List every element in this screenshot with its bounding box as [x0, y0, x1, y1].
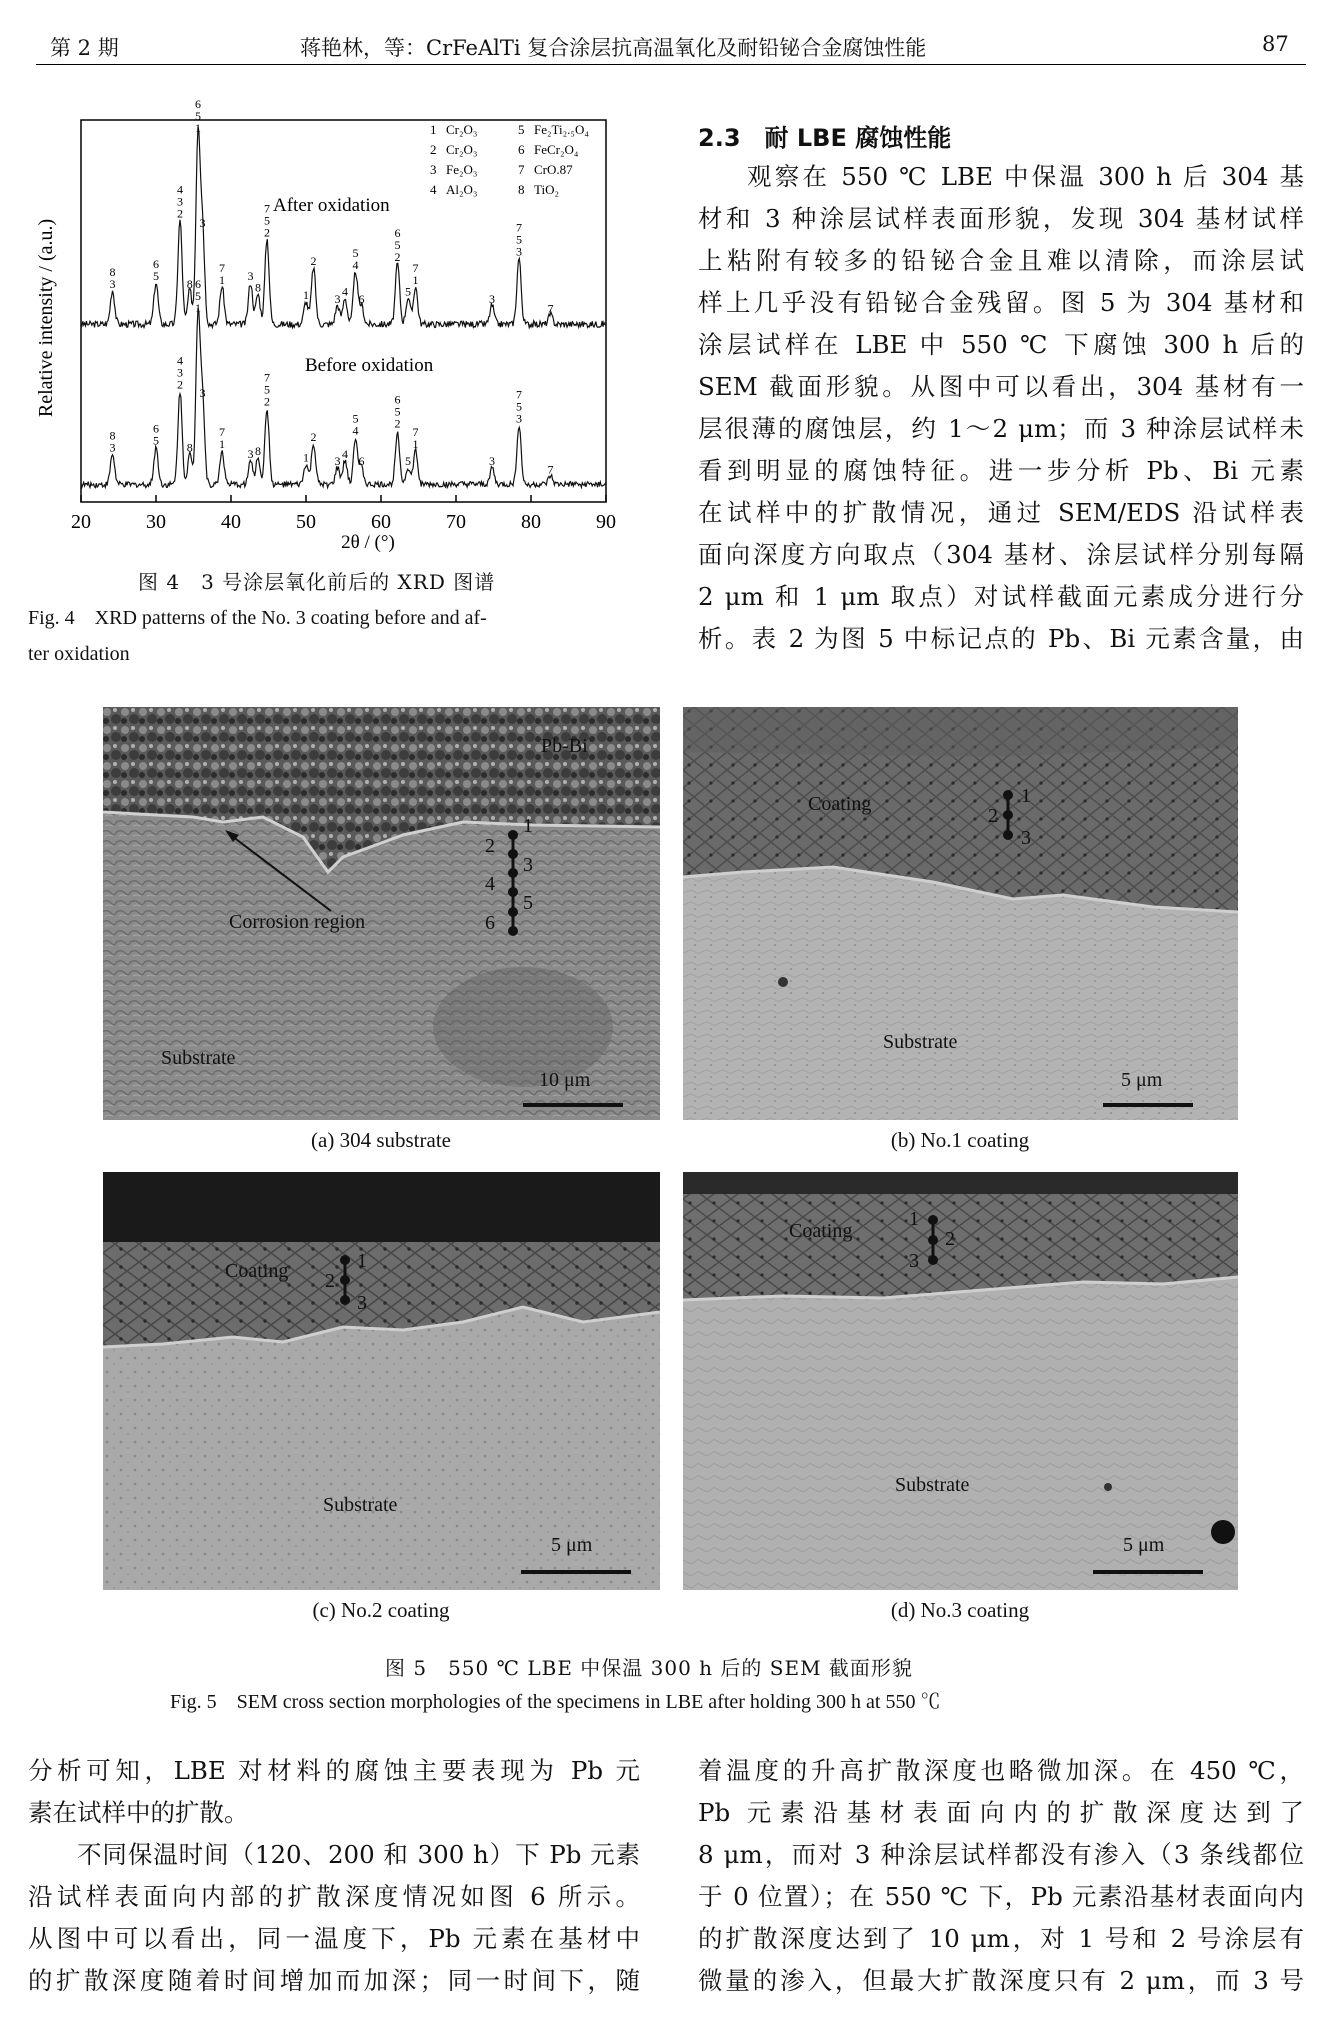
legend-phase: Cr₂O₃ [446, 142, 478, 157]
peak-label: 3 [516, 411, 522, 426]
peak-label: 5 [394, 404, 401, 419]
peak-label: 6 [195, 277, 201, 291]
peak-label: 8 [109, 428, 116, 443]
x-tick-label: 60 [371, 511, 391, 533]
sem-panel-a [103, 707, 660, 1120]
point-label: 2 [325, 1270, 335, 1292]
panel-a-caption: (a) 304 substrate [311, 1128, 451, 1152]
bottom-right-column [698, 1750, 1304, 2002]
text-line: 2 μm 和 1 μm 取点）对试样截面元素成分进行分 [698, 582, 1304, 611]
legend-phase: TiO₂ [534, 182, 560, 197]
point-label: 3 [909, 1250, 919, 1272]
peak-label: 1 [412, 437, 419, 451]
sem-panel-c [103, 1172, 660, 1590]
running-title: 蒋艳林，等：CrFeAlTi 复合涂层抗高温氧化及耐铅铋合金腐蚀性能 [300, 36, 927, 60]
peak-label: 4 [352, 423, 359, 438]
text-line: 材和 3 种涂层试样表面形貌，发现 304 基材试样 [698, 204, 1304, 233]
x-tick-label: 80 [521, 511, 541, 533]
peak-label: 6 [358, 292, 365, 306]
scale-bar-d: 5 μm [1123, 1534, 1165, 1556]
peak-label: 5 [516, 399, 522, 414]
point-label: 2 [988, 805, 998, 827]
legend-phase: FeCr₂O₄ [534, 142, 579, 157]
peak-label: 7 [412, 261, 419, 275]
scale-bar-c: 5 μm [551, 1534, 593, 1556]
label-coating-d: Coating [789, 1220, 853, 1242]
peak-label: 4 [342, 447, 348, 462]
legend-num: 6 [518, 142, 525, 157]
peak-label: 4 [177, 182, 183, 197]
label-corrosion-region: Corrosion region [229, 911, 366, 933]
peak-label: 6 [394, 226, 401, 241]
peak-label: 3 [109, 276, 116, 291]
legend-num: 2 [430, 142, 437, 157]
peak-label: 5 [352, 411, 359, 426]
text-line: SEM 截面形貌。从图中可以看出，304 基材有一 [698, 372, 1304, 401]
fig4-caption-en-2: ter oxidation [28, 643, 130, 665]
peak-label: 3 [516, 244, 522, 259]
legend-num: 8 [518, 182, 525, 197]
sem-panel-b [683, 707, 1238, 1120]
text-line: Pb 元素沿基材表面向内的扩散深度达到了 [698, 1798, 1304, 1827]
peak-label: 2 [310, 430, 317, 445]
point-label: 1 [1021, 785, 1031, 807]
peak-label: 7 [516, 220, 522, 235]
x-tick-label: 50 [296, 511, 316, 533]
legend-phase: Cr₂O₃ [446, 122, 478, 137]
point-label: 3 [1021, 827, 1031, 849]
peak-label: 3 [177, 194, 183, 209]
peak-label: 7 [219, 261, 225, 275]
peak-label: 7 [264, 201, 270, 216]
series-label-after: After oxidation [273, 195, 390, 216]
text-line: 层很薄的腐蚀层，约 1～2 μm；而 3 种涂层试样未 [698, 414, 1304, 443]
label-substrate-c: Substrate [323, 1494, 398, 1516]
peak-label: 2 [264, 394, 270, 409]
text-line: 的扩散深度随着时间增加而加深；同一时间下，随 [28, 1966, 640, 1995]
point-label: 2 [485, 835, 495, 857]
peak-label: 7 [547, 462, 554, 477]
issue-number: 第 2 期 [50, 36, 119, 60]
legend-phase: Fe₂O₃ [446, 162, 478, 177]
peak-label: 8 [109, 264, 116, 279]
page-number: 87 [1262, 32, 1289, 56]
peak-label: 1 [303, 288, 309, 303]
peak-label: 4 [177, 353, 183, 368]
peak-label: 2 [394, 416, 401, 431]
point-label: 1 [909, 1208, 919, 1230]
peak-label: 7 [547, 301, 554, 316]
x-tick-label: 70 [446, 511, 466, 533]
x-tick-label: 40 [221, 511, 241, 533]
text-line: 在试样中的扩散情况，通过 SEM/EDS 沿试样表 [698, 498, 1304, 527]
x-tick-label: 90 [596, 511, 616, 533]
peak-label: 3 [334, 292, 341, 306]
peak-label: 5 [352, 245, 359, 260]
peak-label: 2 [310, 254, 317, 268]
legend-phase: Fe₂Ti₂.₅O₄ [534, 122, 589, 137]
text-line: 微量的渗入，但最大扩散深度只有 2 μm，而 3 号 [698, 1966, 1304, 1995]
label-pb-bi: Pb-Bi [541, 735, 588, 757]
text-line: 于 0 位置）；在 550 ℃ 下，Pb 元素沿基材表面向内 [698, 1882, 1304, 1911]
peak-label: 8 [255, 280, 261, 295]
peak-label: 7 [516, 387, 522, 402]
peak-label: 2 [177, 206, 183, 221]
peak-label: 1 [219, 273, 225, 287]
scale-bar-b: 5 μm [1121, 1069, 1163, 1091]
peak-label: 4 [352, 257, 359, 272]
peak-label: 5 [264, 213, 270, 228]
text-line: 沿试样表面向内部的扩散深度情况如图 6 所示。 [28, 1882, 640, 1911]
label-coating-c: Coating [225, 1260, 289, 1282]
text-line: 素在试样中的扩散。 [28, 1798, 249, 1827]
peak-label: 1 [195, 301, 201, 315]
peak-label: 3 [489, 292, 495, 306]
peak-label: 3 [199, 216, 206, 230]
panel-d-caption: (d) No.3 coating [890, 1598, 1030, 1622]
text-line: 着温度的升高扩散深度也略微加深。在 450 ℃， [698, 1756, 1304, 1785]
text-line: 涂层试样在 LBE 中 550 ℃ 下腐蚀 300 h 后的 [698, 330, 1304, 359]
peak-label: 5 [405, 284, 411, 299]
sem-panel-d [683, 1172, 1238, 1590]
peak-label: 6 [153, 257, 159, 272]
peak-label: 7 [219, 425, 225, 439]
text-line: 析。表 2 为图 5 中标记点的 Pb、Bi 元素含量，由 [698, 624, 1304, 653]
panel-b-caption: (b) No.1 coating [890, 1128, 1030, 1152]
peak-label: 4 [342, 284, 348, 299]
point-label: 4 [485, 873, 495, 895]
point-label: 3 [357, 1292, 367, 1314]
text-line: 不同保温时间（120、200 和 300 h）下 Pb 元素 [77, 1840, 640, 1869]
peak-label: 5 [153, 269, 159, 284]
section-title: 2.3 耐 LBE 腐蚀性能 [698, 124, 952, 152]
text-line: 分析可知，LBE 对材料的腐蚀主要表现为 Pb 元 [28, 1756, 640, 1785]
panel-c-caption: (c) No.2 coating [312, 1598, 450, 1622]
fig5-caption-cn: 图 5 550 ℃ LBE 中保温 300 h 后的 SEM 截面形貌 [385, 1656, 913, 1680]
fig4-caption-cn: 图 4 3 号涂层氧化前后的 XRD 图谱 [138, 570, 496, 594]
legend-num: 1 [430, 122, 437, 137]
text-line: 面向深度方向取点（304 基材、涂层试样分别每隔 [698, 540, 1304, 569]
label-substrate-a: Substrate [161, 1047, 236, 1069]
section-body [698, 156, 1304, 660]
peak-label: 3 [199, 386, 206, 400]
peak-label: 8 [255, 443, 261, 458]
peak-label: 1 [412, 273, 419, 287]
peak-label: 5 [405, 454, 411, 468]
scale-bar-a: 10 μm [539, 1069, 591, 1091]
legend-phase: CrO.87 [534, 162, 573, 177]
text-line: 的扩散深度达到了 10 μm，对 1 号和 2 号涂层有 [698, 1924, 1304, 1953]
peak-label: 1 [195, 121, 201, 135]
legend-num: 4 [430, 182, 437, 197]
peak-label: 5 [264, 382, 270, 397]
text-line: 样上几乎没有铅铋合金残留。图 5 为 304 基材和 [698, 288, 1304, 317]
x-tick-label: 30 [146, 511, 166, 533]
peak-label: 6 [358, 454, 365, 468]
peak-label: 8 [186, 440, 193, 455]
text-line: 观察在 550 ℃ LBE 中保温 300 h 后 304 基 [747, 162, 1304, 191]
peak-label: 7 [412, 425, 419, 439]
peak-label: 3 [109, 440, 116, 455]
point-label: 5 [523, 892, 533, 914]
legend-num: 7 [518, 162, 525, 177]
x-axis-label: 2θ / (°) [341, 532, 395, 553]
peak-label: 1 [303, 450, 309, 465]
peak-label: 3 [247, 269, 254, 284]
peak-label: 2 [177, 377, 183, 392]
label-substrate-d: Substrate [895, 1474, 970, 1496]
peak-label: 5 [516, 232, 522, 247]
legend-num: 5 [518, 122, 525, 137]
x-tick-label: 20 [71, 511, 91, 533]
label-substrate-b: Substrate [883, 1031, 958, 1053]
point-label: 2 [945, 1228, 955, 1250]
text-line: 从图中可以看出，同一温度下，Pb 元素在基材中 [28, 1924, 640, 1953]
fig5-caption-en: Fig. 5 SEM cross section morphologies of the specimens in LBE after holding 300 h at 550 ℃ [170, 1691, 941, 1713]
bottom-left-column [28, 1750, 640, 2002]
text-line: 8 μm，而对 3 种涂层试样都没有渗入（3 条线都位 [698, 1840, 1304, 1869]
label-coating-b: Coating [808, 793, 872, 815]
peak-label: 5 [394, 238, 401, 253]
point-label: 6 [485, 912, 495, 934]
point-label: 1 [523, 815, 533, 837]
point-label: 3 [523, 854, 533, 876]
legend-num: 3 [430, 162, 437, 177]
peak-label: 1 [219, 437, 225, 451]
legend-phase: Al₂O₃ [446, 182, 478, 197]
peak-label: 6 [153, 421, 159, 436]
header-rule [36, 64, 1306, 65]
peak-label: 5 [195, 289, 201, 303]
peak-label: 7 [264, 370, 270, 385]
point-label: 1 [357, 1250, 367, 1272]
series-label-before: Before oxidation [305, 355, 434, 376]
peak-label: 8 [186, 276, 193, 291]
text-line: 看到明显的腐蚀特征。进一步分析 Pb、Bi 元素 [698, 456, 1304, 485]
fig4-caption-en-1: Fig. 4 XRD patterns of the No. 3 coating before and af- [28, 607, 487, 629]
peak-label: 2 [264, 225, 270, 240]
y-axis-label: Relative intensity / (a.u.) [35, 218, 57, 418]
peak-label: 5 [195, 109, 201, 123]
peak-label: 3 [177, 365, 183, 380]
xrd-chart [30, 97, 630, 558]
peak-label: 2 [394, 250, 401, 265]
peak-label: 5 [153, 433, 159, 448]
peak-label: 3 [489, 454, 495, 468]
peak-label: 3 [247, 447, 254, 462]
peak-label: 6 [394, 392, 401, 407]
peak-label: 3 [334, 454, 341, 468]
peak-label: 6 [195, 97, 201, 111]
text-line: 上粘附有较多的铅铋合金且难以清除，而涂层试 [698, 246, 1304, 275]
